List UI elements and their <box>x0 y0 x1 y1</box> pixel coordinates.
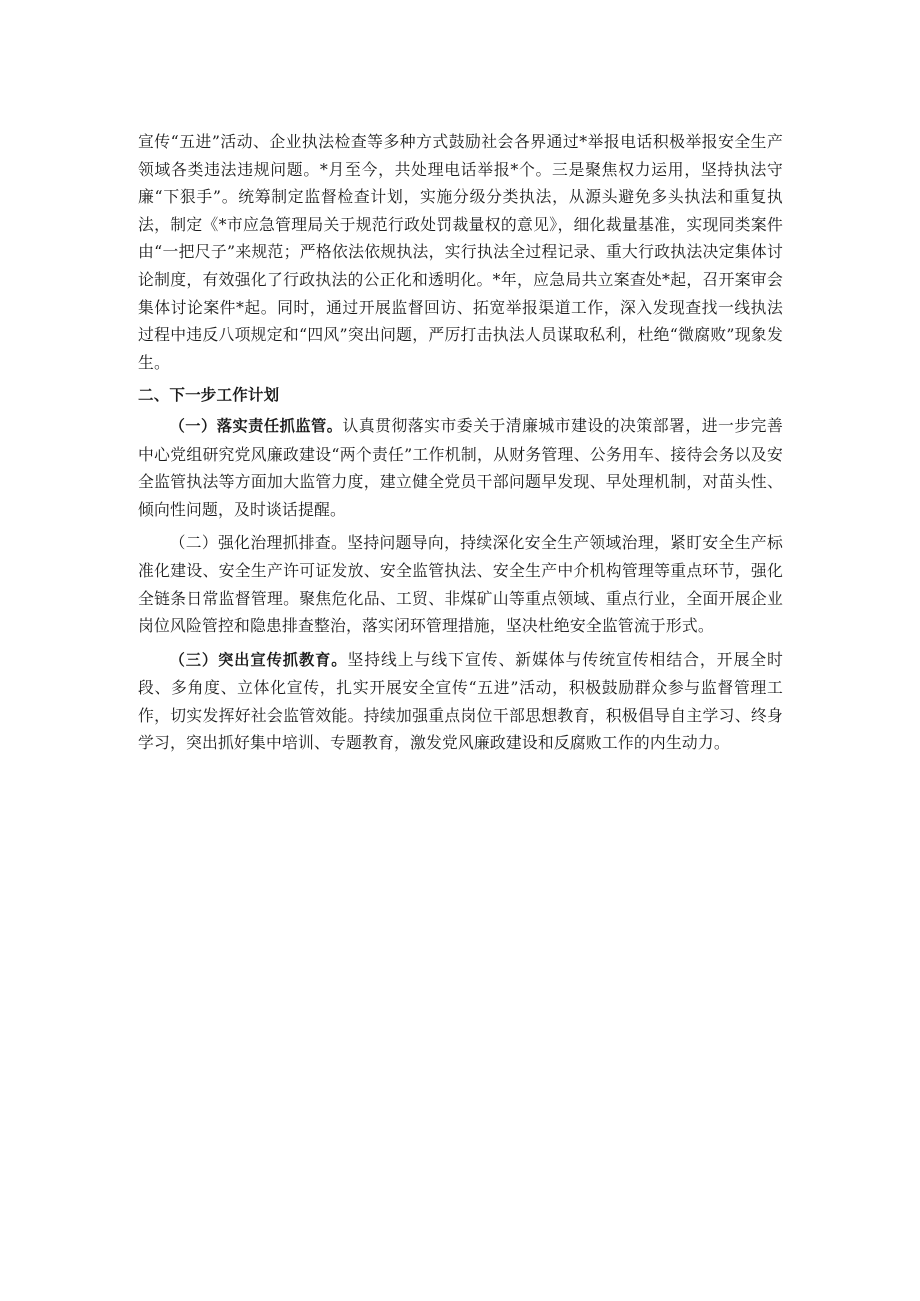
section-heading: 二、下一步工作计划 <box>138 386 280 405</box>
plan-item-1 <box>138 412 783 523</box>
document-body <box>138 128 783 757</box>
paragraph-intro: 宣传“五进”活动、企业执法检查等多种方式鼓励社会各界通过*举报电话积极举报安全生产领域各类违法违规问题。*月至今，共处理电话举报*个。三是聚焦权力运用，坚持执法守廉“下狠手”。统筹制定监督检查计划，实施分级分类执法，从源头避免多头执法和重复执法，制定《*市应急管理局关于规范行政处罚裁量权的意见》，细化裁量基准，实现同类案件由“一把尺子”来规范；严格依法依规执法，实行执法全过程记录、重大行政执法决定集体讨论制度，有效强化了行政执法的公正化和透明化。*年，应急局共立案查处*起，召开案审会集体讨论案件*起。同时，通过开展监督回访、拓宽举报渠道工作，深入发现查找一线执法过程中违反八项规定和“四风”突出问题，严厉打击执法人员谋取私利，杜绝“微腐败”现象发生。 <box>138 132 783 372</box>
plan-item-2 <box>138 529 783 639</box>
plan-item-3-lead: （三）突出宣传抓教育。 <box>169 650 348 669</box>
plan-item-1-lead: （一）落实责任抓监管。 <box>169 416 343 435</box>
plan-item-2-body: 坚持问题导向，持续深化安全生产领域治理，紧盯安全生产标准化建设、安全生产许可证发放、安全监管执法、安全生产中介机构管理等重点环节，强化全链条日常监督管理。聚焦危化品、工贸、非煤矿山等重点领域、重点行业，全面开展企业岗位风险管控和隐患排查整治，落实闭环管理措施，坚决杜绝安全监管流于形式。 <box>138 533 783 636</box>
plan-item-1-body: 认真贯彻落实市委关于清廉城市建设的决策部署，进一步完善中心党组研究党风廉政建设“两个责任”工作机制，从财务管理、公务用车、接待会务以及安全监管执法等方面加大监管力度，建立健全党员干部问题早发现、早处理机制，对苗头性、倾向性问题，及时谈话提醒。 <box>138 415 784 519</box>
plan-item-3 <box>138 646 783 757</box>
plan-item-3-body: 坚持线上与线下宣传、新媒体与传统宣传相结合，开展全时段、多角度、立体化宣传，扎实开展安全宣传“五进”活动，积极鼓励群众参与监督管理工作，切实发挥好社会监管效能。持续加强重点岗位干部思想教育，积极倡导自主学习、终身学习，突出抓好集中培训、专题教育，激发党风廉政建设和反腐败工作的内生动力。 <box>138 649 784 753</box>
plan-item-2-lead: （二）强化治理抓排查。 <box>169 533 348 553</box>
